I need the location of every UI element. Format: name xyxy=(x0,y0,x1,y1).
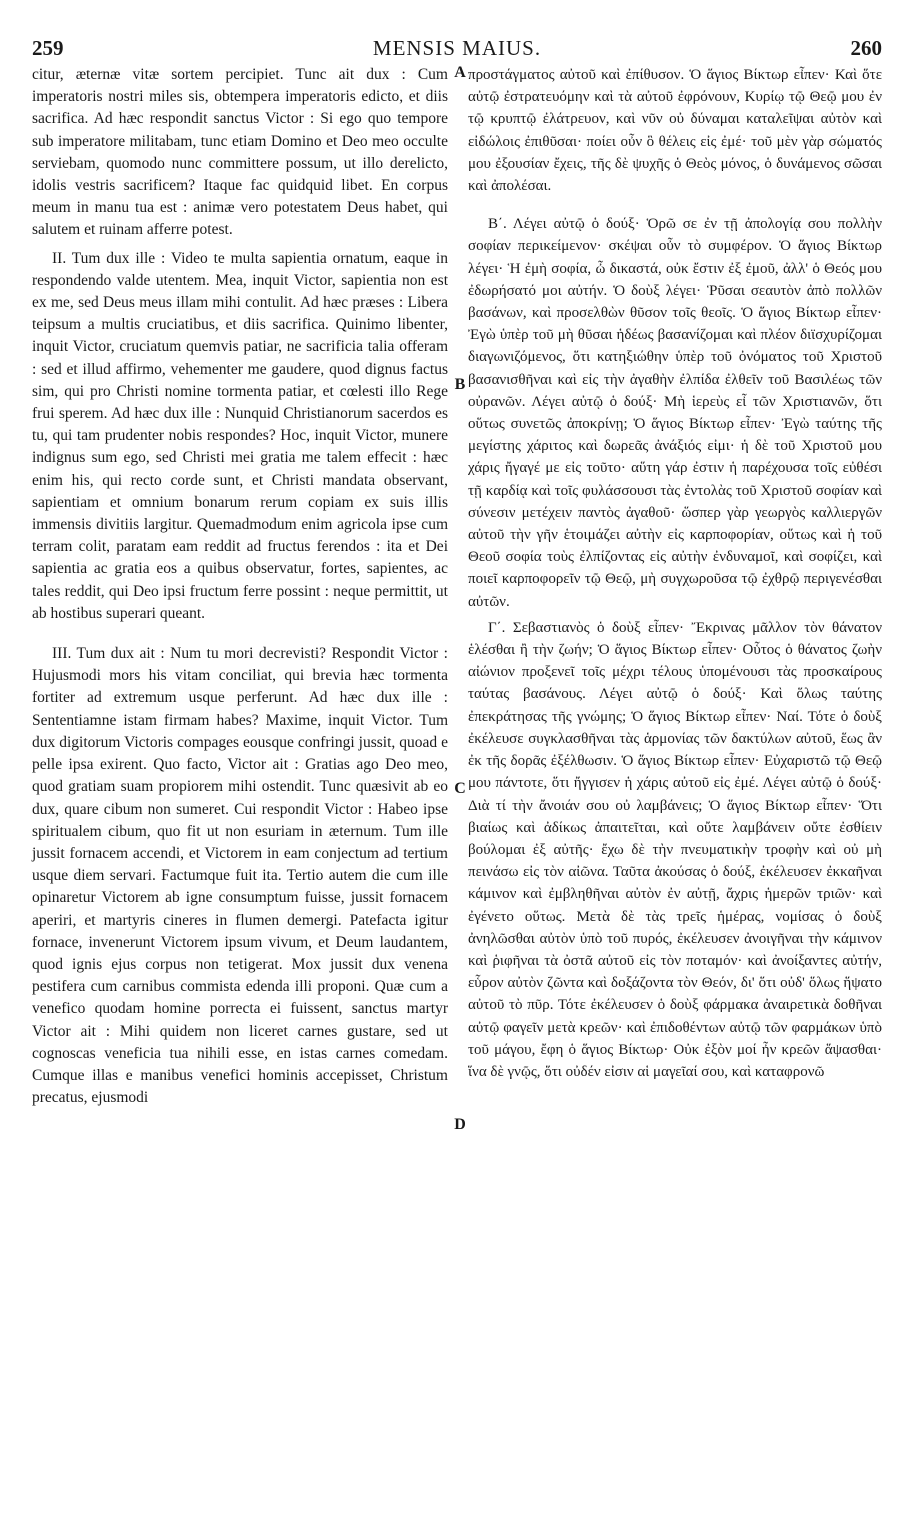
greek-column xyxy=(468,64,882,1083)
page-number-left: 259 xyxy=(32,36,64,60)
greek-paragraph-2: Β΄. Λέγει αὐτῷ ὁ δούξ· Ὁρῶ σε ἐν τῇ ἀπολογίᾳ σου πολλὴν σοφίαν περικείμενον· σκέψαι οὖν τὸ συμφέρον. Ὁ ἅγιος Βίκτωρ λέγει· Ἡ ἐμὴ σοφία, ὦ δικαστά, οὐκ ἔστιν ἐξ ἐμοῦ, ἀλλ' ὁ Θεός μου ἐδωρήσατό μοι αὐτήν. Ὁ δοὺξ λέγει· Ῥῦσαι σεαυτὸν ἀπὸ πολλῶν βασάνων, καὶ προσελθὼν θῦσον τοῖς θεοῖς. Ὁ ἅγιος Βίκτωρ εἶπεν· Ἐγὼ ὑπὲρ τοῦ μὴ θῦσαι ἡδέως βασανίζομαι καὶ πλέον διϊσχυρίζομαι διαγωνιζόμενος, ὅτι κατηξιώθην ὑπὲρ τοῦ ὀνόματος τοῦ Χριστοῦ βασανισθῆναι καὶ εἰς τὴν ἀγαθὴν ἐλπίδα ἐλθεῖν τοῦ Βασιλέως τῶν οὐρανῶν. Λέγει αὐτῷ ὁ δούξ· Μὴ ἱερεὺς εἶ τῶν Χριστιανῶν, ὅτι οὕτως συνετῶς ἀποκρίνῃ; Ὁ ἅγιος Βίκτωρ εἶπεν· Ἐγὼ ταύτης τῆς μεγίστης χάριτος καὶ δωρεᾶς ἀνάξιός εἰμι· ἡ δὲ τοῦ Χριστοῦ μου χάρις ἤγαγέ με εἰς τοῦτο· αὕτη γάρ ἐστιν ἡ παρέχουσα τοῖς εὐθέσι τῇ καρδίᾳ καὶ τοῖς φυλάσσουσι τὰς ἐντολὰς τοῦ Χριστοῦ σοφίαν καὶ σύνεσιν μετέχειν παντὸς ἀγαθοῦ· ὥσπερ γὰρ γεωργὸς καλλιεργῶν αὐτοῦ τὴν γῆν ἑτοιμάζει αὐτὴν εἰς καρποφορίαν, οὕτως καὶ ἡ τοῦ Θεοῦ σοφία τοὺς ἐλπίζοντας εἰς αὐτὴν ἐνδυναμοῖ, καὶ σοφίζει, καὶ ποιεῖ καρποφορεῖν τῷ Θεῷ, μὴ συγχωροῦσα τῷ ἐχθρῷ περιγενέσθαι αὐτῶν. xyxy=(468,216,882,610)
margin-marker-c: C xyxy=(454,780,466,797)
page-number-right: 260 xyxy=(850,36,882,60)
margin-marker-b: B xyxy=(454,376,466,393)
page-header xyxy=(32,6,882,60)
margin-marker-a: A xyxy=(454,64,466,81)
latin-paragraph-3: III. Tum dux ait : Num tu mori decrevisti? Respondit Victor : Hujusmodi mors his vitam conciliat, qui brevia hæc tormenta fortiter ad extremum usque perferunt. Ad hæc dux ille : Sententiamne istam firmam habes? Maxime, inquit Victor. Tum dux digitorum Victoris compages eousque confringi jussit, quoad e pelle ipsa exirent. Quo facto, Victor ait : Gratias ago Deo meo, quod gratiam suam propiorem mihi ostendit. Tunc quæsivit ab eo dux, quare cibum non sumeret. Cui respondit Victor : Habeo ipse spiritualem cibum, quo fit ut non esuriam in æternum. Tum ille jussit fornacem accendi, et Victorem in eam conjectum ad tertium usque diem servari. Factumque fuit ita. Tertio autem die cum ille opinaretur Victorem ab igne consumptum fuisse, jussit fornacem aperiri, et martyris cineres in flumen demergi. Patefacta igitur fornace, invenerunt Victorem ipsum vivum, et Deum laudantem, quod ignis ejus corpus non tetigerat. Mox jussit dux venena pestifera cum carnibus commista edenda illi proponi. Quæ cum a venefico quodam homine porrecta ei fuissent, sanctus martyr Victor ait : Mihi quidem non liceret carnes gustare, sed ut cognoscas veneficia tua nihili esse, en istas carnes comedam. Cumque illas e manibus venefici hominis accepisset, Christum precatus, ejusmodi xyxy=(32,645,448,1107)
running-title: MENSIS MAIUS. xyxy=(372,36,542,60)
latin-column xyxy=(32,64,448,1109)
greek-paragraph-3: Γ΄. Σεβαστιανὸς ὁ δοὺξ εἶπεν· Ἔκρινας μᾶλλον τὸν θάνατον ἑλέσθαι ἢ τὴν ζωήν; Ὁ ἅγιος Βίκτωρ εἶπεν· Οὗτος ὁ θάνατος ζωὴν αἰώνιον προξενεῖ τοῖς μέχρι τέλους ὑπομένουσι τὰς προσκαίρους ταύτας βασάνους. Λέγει αὐτῷ ὁ δούξ· Καὶ ὅλως ταύτης ἐπεκράτησας τῆς γνώμης; Ὁ ἅγιος Βίκτωρ εἶπεν· Ναί. Τότε ὁ δοὺξ ἐκέλευσε συγκλασθῆναι τὰς ἁρμονίας τῶν δακτύλων αὐτοῦ, ἕως ἂν ἐκ τῆς δορᾶς ἐξέλθωσιν. Ὁ ἅγιος Βίκτωρ εἶπεν· Εὐχαριστῶ τῷ Θεῷ μου πάντοτε, ὅτι ἤγγισεν ἡ χάρις αὐτοῦ εἰς ἐμέ. Λέγει αὐτῷ ὁ δούξ· Διὰ τί τὴν ἄνοιάν σου οὐ λαμβάνεις; Ὁ ἅγιος Βίκτωρ εἶπεν· Ὅτι βιαίως καὶ ἀδίκως ἀπαιτεῖται, καὶ οὔτε λαμβάνειν οὔτε ἐσθίειν βούλομαι ἐξ αὐτῆς· ἔχω δὲ τὴν πνευματικὴν τροφὴν καὶ οὐ μὴ πεινάσω εἰς τὸν αἰῶνα. Ταῦτα ἀκούσας ὁ δούξ, ἐκέλευσεν ἐκκαῆναι κάμινον καὶ ἐμβληθῆναι αὐτὸν ἐν αὐτῇ, ἄχρις ἡμερῶν τριῶν· καὶ ἐγένετο οὕτως. Μετὰ δὲ τὰς τρεῖς ἡμέρας, νομίσας ὁ δοὺξ ἀνηλῶσθαι αὐτὸν ὑπὸ τοῦ πυρός, ἐκέλευσεν ἀνοιγῆναι τὴν κάμινον καὶ ῥιφῆναι τὰ ὀστᾶ αὐτοῦ εἰς τὸν ποταμόν· καὶ ἀνοίξαντες αὐτήν, εὗρον αὐτὸν ζῶντα καὶ δοξάζοντα τὸν Θεόν, δι' ὅτι οὐδ' ὅλως ἥψατο αὐτοῦ τὸ πῦρ. Τότε ἐκέλευσεν ὁ δοὺξ φάρμακα ἀναιρετικὰ δοθῆναι αὐτῷ φαγεῖν μετὰ κρεῶν· καὶ ἐπιδοθέντων αὐτῷ τῶν φαρμάκων ὑπὸ τοῦ μάγου, ἔφη ὁ ἅγιος Βίκτωρ· Οὐκ ἐξὸν μοί ἦν κρεῶν ἅψασθαι· ἵνα δὲ γνῷς, ὅτι οὐδέν εἰσιν αἱ μαγεῖαί σου, καὶ καταφρονῶ xyxy=(468,619,882,1080)
margin-marker-d: D xyxy=(454,1116,466,1133)
latin-paragraph-2: II. Tum dux ille : Video te multa sapientia ornatum, eaque in respondendo valde utentem. Mea, inquit Victor, sapientia non est ex me, sed Deus meus illam mihi contulit. Ad hæc præses : Libera teipsum a multis cruciatibus, et diis sacrifica. Quinimo libenter, inquit Victor, cruciatum quemvis patiar, ne sacrificia talia offeram : sed et illud affirmo, vehementer me gaudere, quod dignus factus sim, qui pro Christi nomine tormenta patiar, et cœlesti illo Rege frui sperem. Ad hæc dux ille : Nunquid Christianorum sacerdos es tu, qui tam prudenter nobis respondes? Hoc, inquit Victor, munere indignus sum ego, sed Christi mei gratia me talem effecit : hæc enim his, qui recto corde sunt, et Christi mandata observant, sapientiam et omnium bonarum rerum copiam ex suis illis immensis divitiis largitur. Quemadmodum enim agricola ipse cum terram colit, paratam eam reddit ad fructus ferendos : ita et Dei sapientia ac gratia eos a quibus observatur, fortes, sapientes, ac tales reddit, qui Deo ipsi fructum ferre possint : neque permittit, ut ab hostibus superari queant. xyxy=(32,249,448,622)
greek-paragraph-1: προστάγματος αὐτοῦ καὶ ἐπίθυσον. Ὁ ἅγιος Βίκτωρ εἶπεν· Καὶ ὅτε αὐτῷ ἐστρατευόμην καὶ τὰ αὐτοῦ ἐφρόνουν, Κυρίῳ τῷ Θεῷ μου ἐν τῷ κρυπτῷ ἐλάτρευον, καὶ νῦν οὐ δύναμαι καταλεῖψαι αὐτὸν καὶ εἰδώλοις ἐπιθῦσαι· ποίει οὖν ὃ θέλεις εἰς ἐμέ· τοῦ μὲν γὰρ σώματός μου ἐξουσίαν ἔχεις, τῆς δὲ ψυχῆς ὁ Θεὸς μόνος, ὁ δυνάμενος σῶσαι καὶ ἀπολέσαι. xyxy=(468,67,882,195)
latin-paragraph-1: citur, æternæ vitæ sortem percipiet. Tunc ait dux : Cum imperatoris nostri miles sis, obtempera imperatoris edicto, et diis sacrifica. Ad hæc respondit sanctus Victor : Si ego quo tempore sub imperatore militabam, tunc etiam Domino et Deo meo occulte serviebam, quomodo nunc committere possum, ut illo derelicto, idolis vestris sacrificem? Itaque fac quidquid libet. En corpus meum in manu tua est : animæ vero potestatem Deus habet, qui salutem et ruinam afferre potest. xyxy=(32,66,448,239)
